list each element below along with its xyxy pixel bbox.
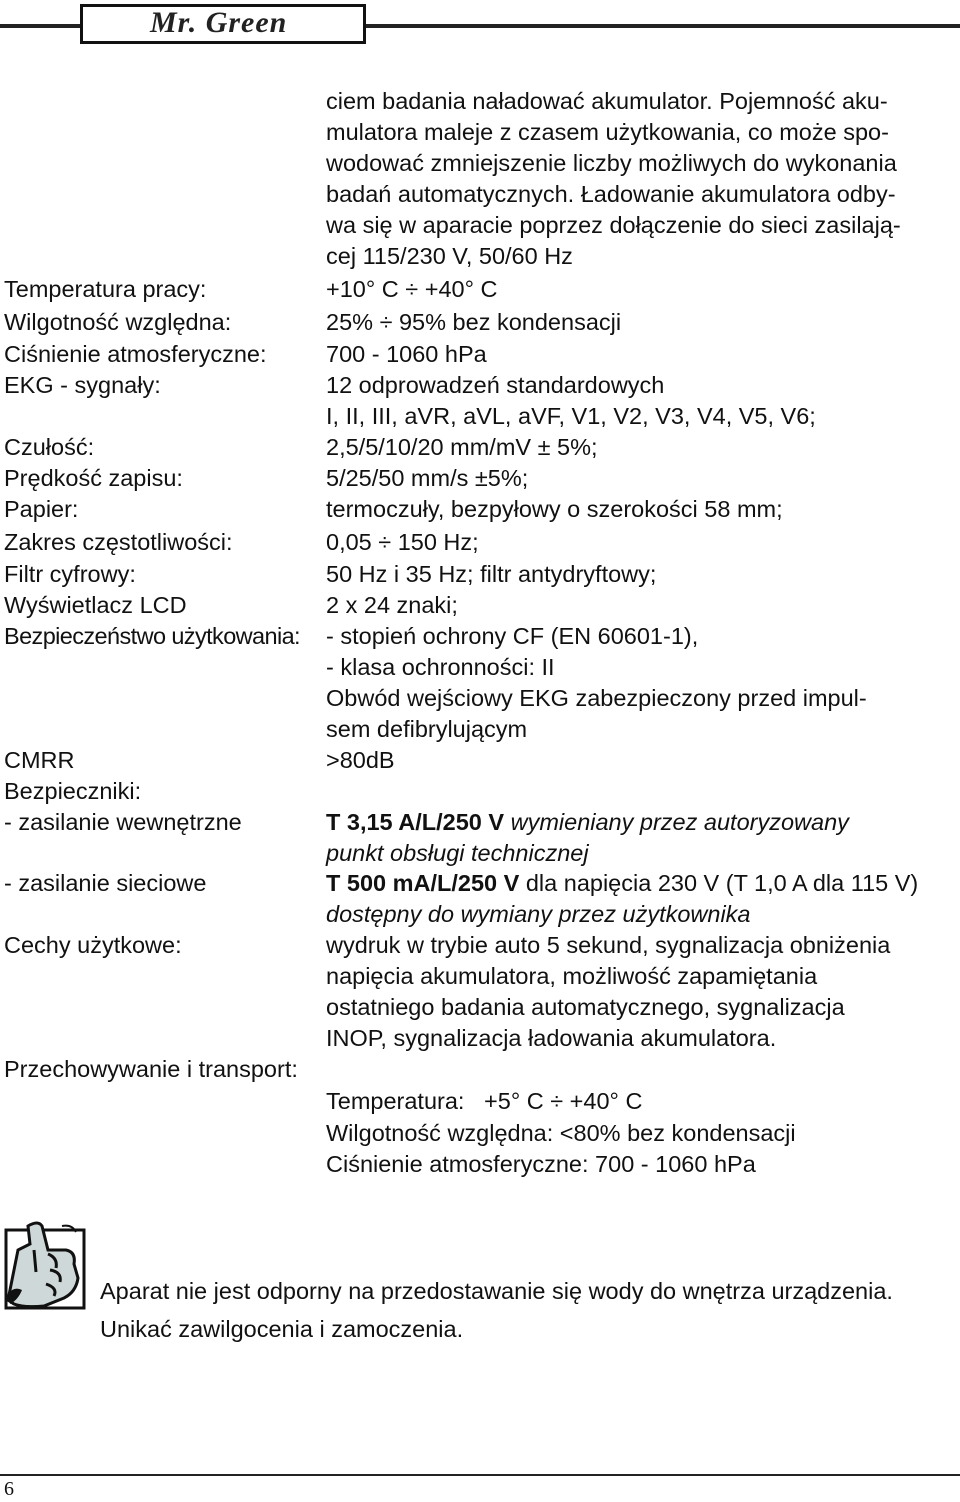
fuse-internal-note: wymieniany przez autoryzowany — [510, 809, 849, 835]
intro-line: ciem badania naładować akumulator. Pojemność aku- — [326, 88, 888, 114]
spec-value-temperature: +10° C ÷ +40° C — [326, 276, 498, 302]
spec-value-cmrr: >80dB — [326, 747, 395, 773]
warning-note-line-1: Aparat nie jest odporny na przedostawanie się wody do wnętrza urządzenia. — [100, 1278, 893, 1304]
spec-value-ekg-leads: I, II, III, aVR, aVL, aVF, V1, V2, V3, V4, V5, V6; — [326, 403, 816, 429]
spec-label-frequency: Zakres częstotliwości: — [4, 529, 233, 555]
spec-value-storage-humidity: Wilgotność względna: <80% bez kondensacji — [326, 1120, 796, 1146]
spec-value-fuse-mains-cont: dostępny do wymiany przez użytkownika — [326, 901, 751, 927]
pointing-finger-icon — [4, 1220, 90, 1310]
spec-value-safety-input-cont: sem defibrylującym — [326, 716, 528, 742]
spec-label-sensitivity: Czułość: — [4, 434, 95, 460]
fuse-internal-rating: T 3,15 A/L/250 V — [326, 809, 505, 835]
spec-value-paper: termoczuły, bezpyłowy o szerokości 58 mm; — [326, 496, 783, 522]
spec-label-cmrr: CMRR — [4, 747, 75, 773]
spec-value-frequency: 0,05 ÷ 150 Hz; — [326, 529, 479, 555]
spec-value-storage-temperature: Temperatura: +5° C ÷ +40° C — [326, 1088, 643, 1114]
warning-note-line-2: Unikać zawilgocenia i zamoczenia. — [100, 1316, 464, 1342]
page-number: 6 — [4, 1478, 14, 1500]
fuse-mains-rating: T 500 mA/L/250 V — [326, 870, 520, 896]
spec-value-sensitivity: 2,5/5/10/20 mm/mV ± 5%; — [326, 434, 598, 460]
spec-label-safety: Bezpieczeństwo użytkowania: — [4, 623, 300, 649]
spec-value-safety: - stopień ochrony CF (EN 60601-1), — [326, 623, 699, 649]
spec-value-safety-input: Obwód wejściowy EKG zabezpieczony przed impul- — [326, 685, 867, 711]
spec-label-pressure: Ciśnienie atmosferyczne: — [4, 341, 267, 367]
intro-line: cej 115/230 V, 50/60 Hz — [326, 243, 573, 269]
spec-label-temperature: Temperatura pracy: — [4, 276, 207, 302]
spec-label-paper: Papier: — [4, 496, 79, 522]
spec-value-filter: 50 Hz i 35 Hz; filtr antydryftowy; — [326, 561, 657, 587]
spec-label-speed: Prędkość zapisu: — [4, 465, 183, 491]
intro-line: mulatora maleje z czasem użytkowania, co może spo- — [326, 119, 889, 145]
spec-value-fuse-internal — [326, 807, 849, 838]
spec-label-ekg: EKG - sygnały: — [4, 372, 161, 398]
spec-label-fuse-mains: - zasilanie sieciowe — [4, 870, 207, 896]
brand-title: Mr. Green — [150, 6, 288, 39]
spec-label-storage: Przechowywanie i transport: — [4, 1056, 298, 1082]
footer-rule — [0, 1474, 960, 1476]
intro-line: wa się w aparacie poprzez dołączenie do sieci zasilają- — [326, 212, 901, 238]
spec-value-humidity: 25% ÷ 95% bez kondensacji — [326, 309, 622, 335]
spec-label-fuse-internal: - zasilanie wewnętrzne — [4, 809, 242, 835]
spec-value-pressure: 700 - 1060 hPa — [326, 341, 487, 367]
fuse-mains-note: dla napięcia 230 V (T 1,0 A dla 115 V) — [525, 870, 919, 896]
spec-value-fuse-mains — [326, 868, 918, 899]
spec-value-safety-class: - klasa ochronności: II — [326, 654, 555, 680]
spec-label-lcd: Wyświetlacz LCD — [4, 592, 187, 618]
spec-value-lcd: 2 x 24 znaki; — [326, 592, 458, 618]
spec-value-fuse-internal-cont: punkt obsługi technicznej — [326, 840, 589, 866]
spec-value-storage-pressure: Ciśnienie atmosferyczne: 700 - 1060 hPa — [326, 1151, 756, 1177]
spec-value-speed: 5/25/50 mm/s ±5%; — [326, 465, 529, 491]
intro-line: badań automatycznych. Ładowanie akumulatora odby- — [326, 181, 896, 207]
spec-value-features: ostatniego badania automatycznego, sygnalizacja — [326, 994, 845, 1020]
intro-line: wodować zmniejszenie liczby możliwych do wykonania — [326, 150, 897, 176]
spec-value-features: wydruk w trybie auto 5 sekund, sygnalizacja obniżenia — [326, 932, 891, 958]
spec-label-features: Cechy użytkowe: — [4, 932, 182, 958]
spec-value-features: napięcia akumulatora, możliwość zapamiętania — [326, 963, 818, 989]
spec-label-humidity: Wilgotność względna: — [4, 309, 232, 335]
spec-label-filter: Filtr cyfrowy: — [4, 561, 136, 587]
spec-value-ekg: 12 odprowadzeń standardowych — [326, 372, 665, 398]
spec-label-fuses: Bezpieczniki: — [4, 778, 142, 804]
spec-value-features: INOP, sygnalizacja ładowania akumulatora. — [326, 1025, 777, 1051]
